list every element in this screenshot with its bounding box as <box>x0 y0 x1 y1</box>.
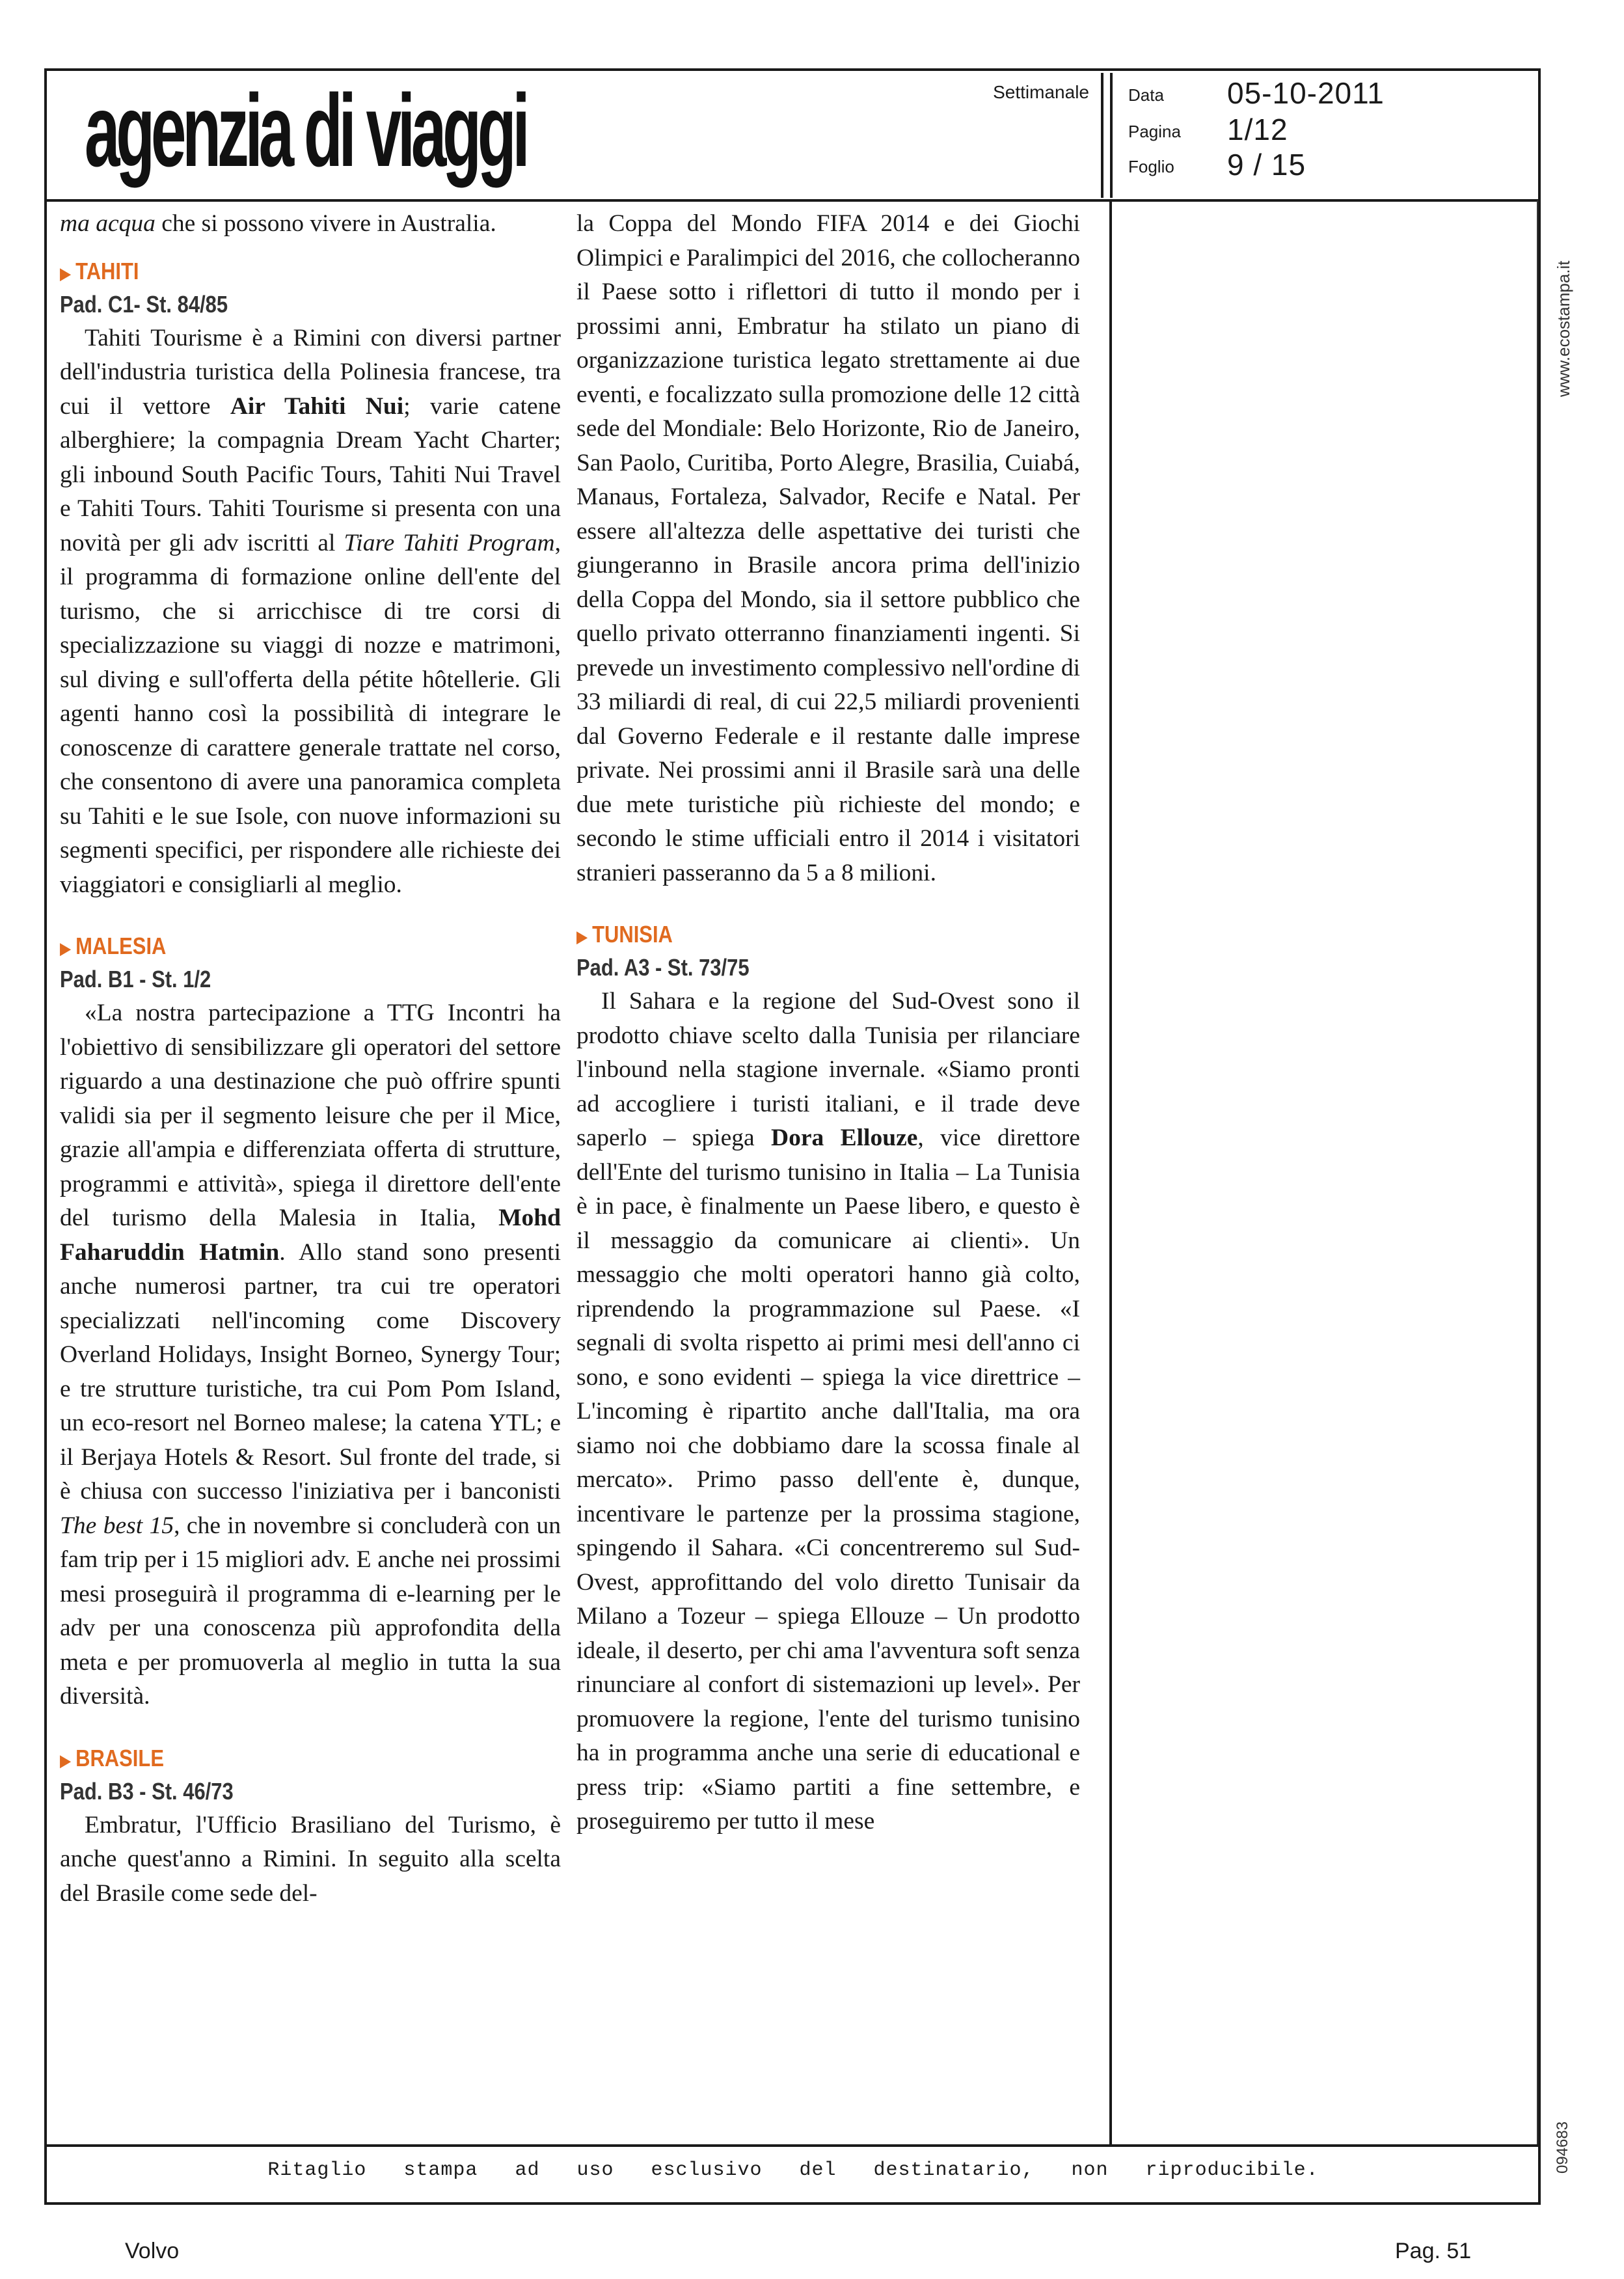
text: , il programma di formazione online dell'ente del turismo, che si arricchisce di tre corsi di specializzazione su viaggi di nozze e matrimoni, sul diving e sull'offerta della pétite hôtellerie. Gli agenti hanno così la possibilità di integrare le conoscenze di carattere generale trattate nel corso, che consentono di avere una panoramica completa su Tahiti e le sue Isole, con nuove informazioni su segmenti specifici, per rispondere alle richieste dei viaggiatori e consigliarli al meglio. <box>60 529 561 898</box>
meta-label: Pagina <box>1128 122 1181 141</box>
meta-value: 9 / 15 <box>1227 148 1306 182</box>
article-column-1 <box>60 207 561 1911</box>
footer-divider <box>44 2144 1541 2147</box>
section-marker-icon: ▶ <box>576 927 588 946</box>
text: «La nostra partecipazione a TTG Incontri ha l'obiettivo di sensibilizzare gli operatori del settore riguardo a una destinazione che può offrire spunti validi sia per il segmento leisure che per il Mice, grazie all'ampia e differenziata offerta di strutture, programmi e attività», spiega il direttore dell'ente del turismo della Malesia in Italia, <box>60 1000 561 1231</box>
section-marker-icon: ▶ <box>60 938 72 958</box>
text: Il Sahara e la regione del Sud-Ovest sono il prodotto chiave scelto dalla Tunisia per rilanciare l'inbound nella stagione invernale. «Siamo pronti ad accogliere i turisti italiani, e il trade deve saperlo – spiega <box>576 988 1080 1151</box>
stand-info: Pad. A3 - St. 73/75 <box>576 954 750 981</box>
text: Tahiti Tourisme è a Rimini con diversi partner dell'industria turistica della Polinesia francese, tra cui il vettore <box>60 324 561 420</box>
section-title: BRASILE <box>75 1744 164 1771</box>
bold-text: Mohd Faharuddin Hatmin <box>60 1205 561 1266</box>
section-title: TAHITI <box>75 257 139 284</box>
bold-text: Dora Ellouze <box>771 1125 918 1151</box>
meta-value: 05-10-2011 <box>1227 76 1385 110</box>
italic-text: Tiare Tahiti Program <box>344 529 555 556</box>
section-title: MALESIA <box>75 933 167 959</box>
section-marker-icon: ▶ <box>60 263 72 283</box>
side-url: www.ecostampa.it <box>1554 260 1573 397</box>
clipping-disclaimer: Ritaglio stampa ad uso esclusivo del destinatario, non riproducibile. <box>267 2159 1319 2181</box>
lead-in-italic: ma acqua <box>60 210 156 237</box>
clipping-meta <box>1110 73 1537 198</box>
section-head-brasile <box>60 1743 491 1776</box>
text: , vice direttore dell'Ente del turismo tunisino in Italia – La Tunisia è in pace, è finalmente un Paese libero, e questo è il messaggio da comunicare ai clienti». Un messaggio che molti operatori hanno già colto, riprendendo la programmazione sul Paese. «I segnali di svolta rispetto ai primi mesi dell'anno ci sono, e sono evidenti – spiega la vice direttrice – L'incoming è ripartito anche dall'Italia, ma ora siamo noi che dobbiamo dare la scossa finale al mercato». Primo passo dell'ente è, dunque, incentivare le partenze per la prossima stagione, spingendo il Sahara. «Ci concentreremo sul Sud-Ovest, approfittando del volo diretto Tunisair da Milano a Tozeur – spiega Ellouze – Un prodotto ideale, il deserto, per chi ama l'avventura soft senza rinunciare al confort di sistemazioni up level». Per promuovere la regione, l'ente del turismo tunisino ha in programma anche una serie di educational e press trip: «Siamo partiti a fine settembre, e proseguiremo per tutto il mese <box>576 1125 1080 1835</box>
bold-text: Air Tahiti Nui <box>230 392 404 420</box>
brasile-paragraph: Embratur, l'Ufficio Brasiliano del Turismo, è anche quest'anno a Rimini. In seguito alla scelta del Brasile come sede del- <box>60 1811 561 1907</box>
text: ; varie catene alberghiere; la compagnia Dream Yacht Charter; gli inbound South Pacific Tours, Tahiti Nui Travel e Tahiti Tours. Tahiti Tourisme si presenta con una novità per gli adv iscritti al <box>60 392 561 556</box>
lead-in-text: che si possono vivere in Australia. <box>155 210 496 237</box>
meta-value: 1/12 <box>1227 113 1288 146</box>
article-column-2 <box>576 207 1080 1839</box>
section-head-malesia <box>60 931 491 964</box>
column-divider <box>1109 202 1112 2144</box>
meta-data-row <box>1128 78 1532 112</box>
publication-logo: agenzia di viaggi <box>85 74 526 188</box>
tunisia-paragraph <box>576 985 1080 1839</box>
tahiti-paragraph <box>60 321 561 903</box>
stand-info: Pad. B3 - St. 46/73 <box>60 1777 234 1805</box>
meta-pagina-row <box>1128 115 1532 148</box>
section-head-tunisia <box>576 919 1010 952</box>
lead-in-paragraph <box>60 207 561 241</box>
footer-page-number: Pag. 51 <box>1395 2239 1472 2263</box>
side-code: 094683 <box>1554 2121 1571 2174</box>
brasile-continued-paragraph: la Coppa del Mondo FIFA 2014 e dei Giochi Olimpici e Paralimpici del 2016, che collocheranno il Paese sotto i riflettori di tutto il mondo per i prossimi anni, Embratur ha stilato un piano di organizzazione turistica legato strettamente ai due eventi, e focalizzato sulla promozione delle 12 città sede del Mondiale: Belo Horizonte, Rio de Janeiro, San Paolo, Curitiba, Porto Alegre, Brasilia, Cuiabá, Manaus, Fortaleza, Salvador, Recife e Natal. Per essere all'altezza delle aspettative dei turisti che giungeranno in Brasile ancora prima dell'inizio della Coppa del Mondo, sia il settore pubblico che quello privato otterranno finanziamenti ingenti. Si prevede un investimento complessivo nell'ordine di 33 miliardi di real, di cui 22,5 miliardi provenienti dal Governo Federale e il restante dalle imprese private. Nei prossimi anni il Brasile sarà una delle due mete turistiche più richieste del mondo; e secondo le stime ufficiali entro il 2014 i visitatori stranieri passeranno da 5 a 8 milioni. <box>576 210 1080 886</box>
section-marker-icon: ▶ <box>60 1750 72 1770</box>
margin-divider <box>1537 200 1538 2146</box>
stand-info: Pad. B1 - St. 1/2 <box>60 966 211 992</box>
italic-text: The best 15 <box>60 1512 174 1539</box>
text: . Allo stand sono presenti anche numerosi partner, tra cui tre operatori specializzati nell'incoming come Discovery Overland Holidays, Insight Borneo, Synergy Tour; e tre strutture turistiche, tra cui Pom Pom Island, un eco-resort nel Borneo malese; la catena YTL; e il Berjaya Hotels & Resort. Sul fronte del trade, si è chiusa con successo l'iniziativa per i banconisti <box>60 1238 561 1505</box>
meta-label: Foglio <box>1128 157 1174 176</box>
text: , che in novembre si concluderà con un fam trip per i 15 migliori adv. E anche nei prossimi mesi proseguirà il programma di e-learning per le adv per una conoscenza più approfondita della meta e per promuoverla al meglio in tutta la sua diversità. <box>60 1512 561 1710</box>
publication-frequency: Settimanale <box>993 82 1089 102</box>
section-title: TUNISIA <box>592 921 673 948</box>
meta-label: Data <box>1128 85 1164 105</box>
meta-foglio-row <box>1128 150 1532 184</box>
masthead <box>48 73 1103 198</box>
malesia-paragraph <box>60 996 561 1714</box>
stand-info: Pad. C1- St. 84/85 <box>60 290 228 318</box>
section-head-tahiti <box>60 256 491 289</box>
footer-client: Volvo <box>125 2239 180 2263</box>
